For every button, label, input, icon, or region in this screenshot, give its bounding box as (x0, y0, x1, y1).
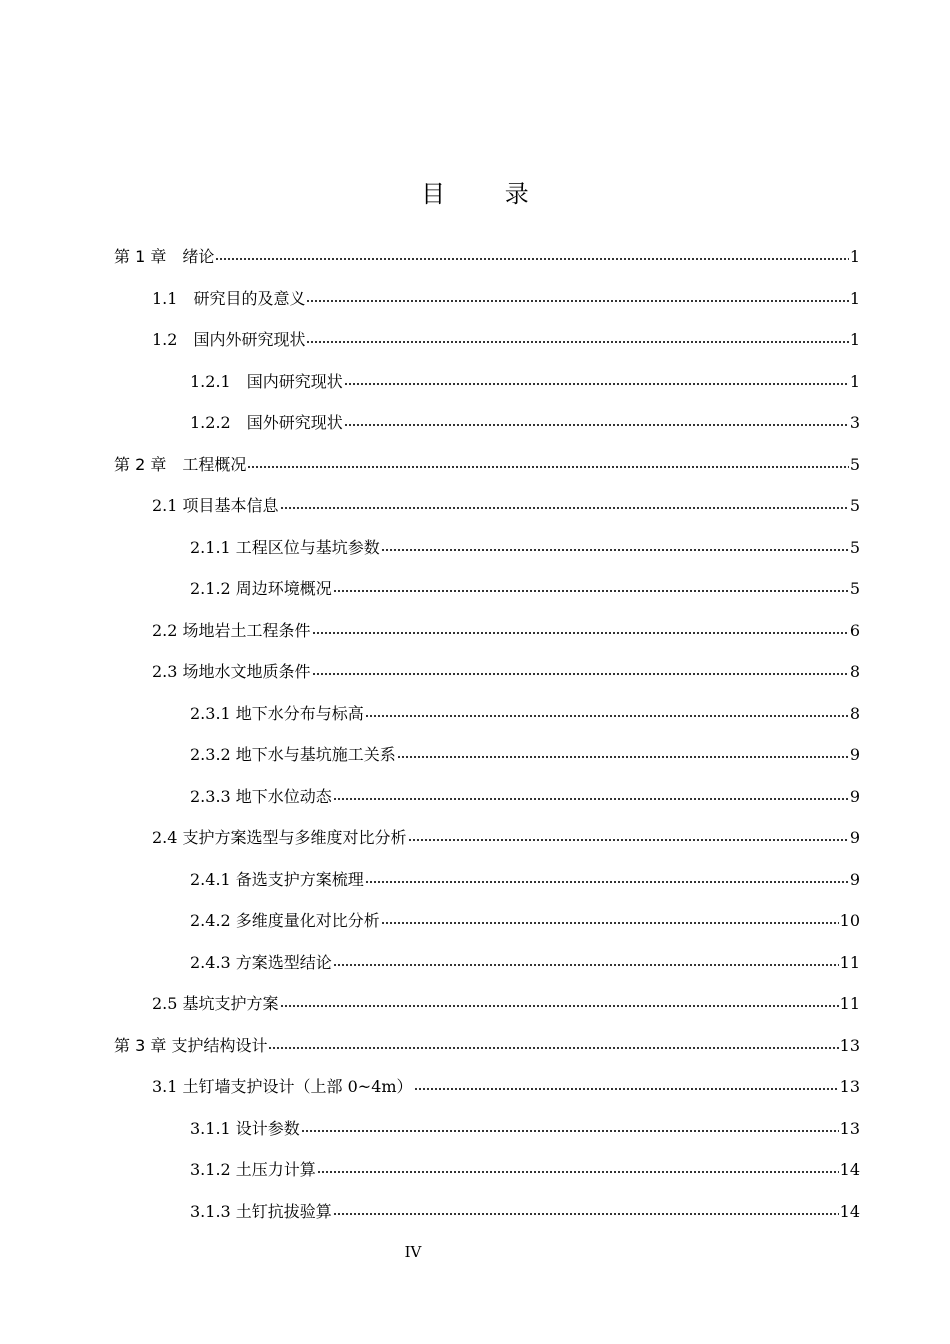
toc-entry-page: 5 (849, 537, 860, 557)
dot-leader (365, 703, 849, 719)
toc-entry-page: 6 (849, 620, 860, 640)
toc-entry-page: 11 (839, 952, 860, 972)
dot-leader (381, 910, 839, 926)
toc-entry[interactable] (114, 1025, 860, 1067)
dot-leader (247, 454, 848, 470)
toc-entry[interactable] (114, 942, 860, 984)
toc-entry-page: 13 (839, 1118, 860, 1138)
toc-entry-page: 9 (849, 786, 860, 806)
toc-entry-label: 1.2 国内外研究现状 (152, 330, 306, 349)
toc-entry-label: 3.1 土钉墙支护设计（上部 0~4m） (152, 1077, 413, 1096)
toc-entry-page: 1 (849, 288, 860, 308)
dot-leader (306, 288, 848, 304)
toc-entry-label: 3.1.3 土钉抗拔验算 (190, 1201, 332, 1221)
toc-entry-page: 9 (849, 745, 860, 764)
dot-leader (268, 1035, 838, 1051)
dot-leader (312, 661, 849, 677)
toc-entry-page: 1 (849, 371, 860, 391)
dot-leader (306, 329, 848, 345)
toc-entry-page: 9 (849, 869, 860, 889)
toc-entry-page: 13 (839, 1035, 860, 1055)
toc-entry[interactable] (114, 693, 860, 735)
toc-entry-label: 第 1 章 绪论 (114, 247, 215, 266)
toc-entry-label: 2.1 项目基本信息 (152, 496, 279, 515)
table-of-contents (114, 236, 860, 1232)
toc-entry-label: 2.4.2 多维度量化对比分析 (190, 911, 380, 930)
toc-title: 目 录 (421, 180, 555, 208)
toc-entry-label: 3.1.1 设计参数 (190, 1118, 300, 1138)
toc-entry-label: 2.3 场地水文地质条件 (152, 662, 311, 681)
dot-leader (397, 744, 849, 760)
toc-entry[interactable] (114, 859, 860, 901)
toc-entry[interactable] (114, 1149, 860, 1191)
dot-leader (312, 620, 849, 636)
toc-entry[interactable] (114, 900, 860, 942)
toc-entry-label: 2.1.2 周边环境概况 (190, 579, 332, 598)
toc-entry-page: 10 (839, 911, 860, 930)
toc-entry[interactable] (114, 402, 860, 444)
toc-entry[interactable] (114, 527, 860, 569)
toc-entry-page: 8 (849, 703, 860, 723)
toc-entry-label: 2.4 支护方案选型与多维度对比分析 (152, 828, 407, 847)
dot-leader (365, 869, 849, 885)
toc-entry-label: 第 3 章 支护结构设计 (114, 1035, 268, 1055)
toc-entry[interactable] (114, 568, 860, 610)
toc-entry[interactable] (114, 651, 860, 693)
dot-leader (333, 1201, 839, 1217)
dot-leader (408, 827, 849, 843)
toc-entry[interactable] (114, 319, 860, 361)
page-number: IV (404, 1243, 422, 1261)
toc-entry[interactable] (114, 776, 860, 818)
dot-leader (280, 495, 849, 511)
toc-entry[interactable] (114, 734, 860, 776)
toc-entry-page: 14 (839, 1160, 860, 1179)
toc-entry-label: 2.5 基坑支护方案 (152, 994, 279, 1013)
toc-entry[interactable] (114, 444, 860, 486)
dot-leader (333, 952, 839, 968)
dot-leader (301, 1118, 839, 1134)
toc-entry-label: 2.2 场地岩土工程条件 (152, 620, 311, 640)
toc-entry[interactable] (114, 236, 860, 278)
toc-entry-page: 11 (839, 994, 860, 1013)
dot-leader (344, 412, 849, 428)
toc-entry-label: 2.4.1 备选支护方案梳理 (190, 869, 364, 889)
toc-entry[interactable] (114, 278, 860, 320)
dot-leader (333, 578, 849, 594)
toc-entry-label: 2.3.2 地下水与基坑施工关系 (190, 745, 396, 764)
toc-entry-label: 2.1.1 工程区位与基坑参数 (190, 537, 380, 557)
toc-entry[interactable] (114, 1066, 860, 1108)
dot-leader (381, 537, 849, 553)
toc-entry-page: 8 (849, 662, 860, 681)
dot-leader (414, 1076, 839, 1092)
toc-entry[interactable] (114, 983, 860, 1025)
toc-entry-page: 5 (849, 496, 860, 515)
toc-entry[interactable] (114, 1191, 860, 1233)
toc-entry-page: 14 (839, 1201, 860, 1221)
dot-leader (344, 371, 849, 387)
toc-entry-label: 3.1.2 土压力计算 (190, 1160, 316, 1179)
toc-entry[interactable] (114, 610, 860, 652)
toc-entry[interactable] (114, 361, 860, 403)
dot-leader (333, 786, 849, 802)
toc-entry-page: 9 (849, 828, 860, 847)
toc-entry[interactable] (114, 817, 860, 859)
toc-entry-label: 1.2.1 国内研究现状 (190, 371, 343, 391)
toc-entry[interactable] (114, 485, 860, 527)
toc-entry-label: 2.3.1 地下水分布与标高 (190, 703, 364, 723)
toc-entry-page: 1 (849, 247, 860, 266)
toc-entry-page: 5 (849, 579, 860, 598)
toc-entry-page: 3 (849, 413, 860, 432)
toc-entry-page: 5 (849, 454, 860, 474)
toc-entry-label: 1.2.2 国外研究现状 (190, 413, 343, 432)
toc-entry[interactable] (114, 1108, 860, 1150)
toc-entry-label: 1.1 研究目的及意义 (152, 288, 306, 308)
dot-leader (215, 246, 848, 262)
toc-entry-label: 第 2 章 工程概况 (114, 454, 247, 474)
toc-entry-label: 2.3.3 地下水位动态 (190, 786, 332, 806)
toc-entry-label: 2.4.3 方案选型结论 (190, 952, 332, 972)
toc-entry-page: 13 (839, 1077, 860, 1096)
toc-entry-page: 1 (849, 330, 860, 349)
dot-leader (317, 1159, 839, 1175)
dot-leader (280, 993, 839, 1009)
